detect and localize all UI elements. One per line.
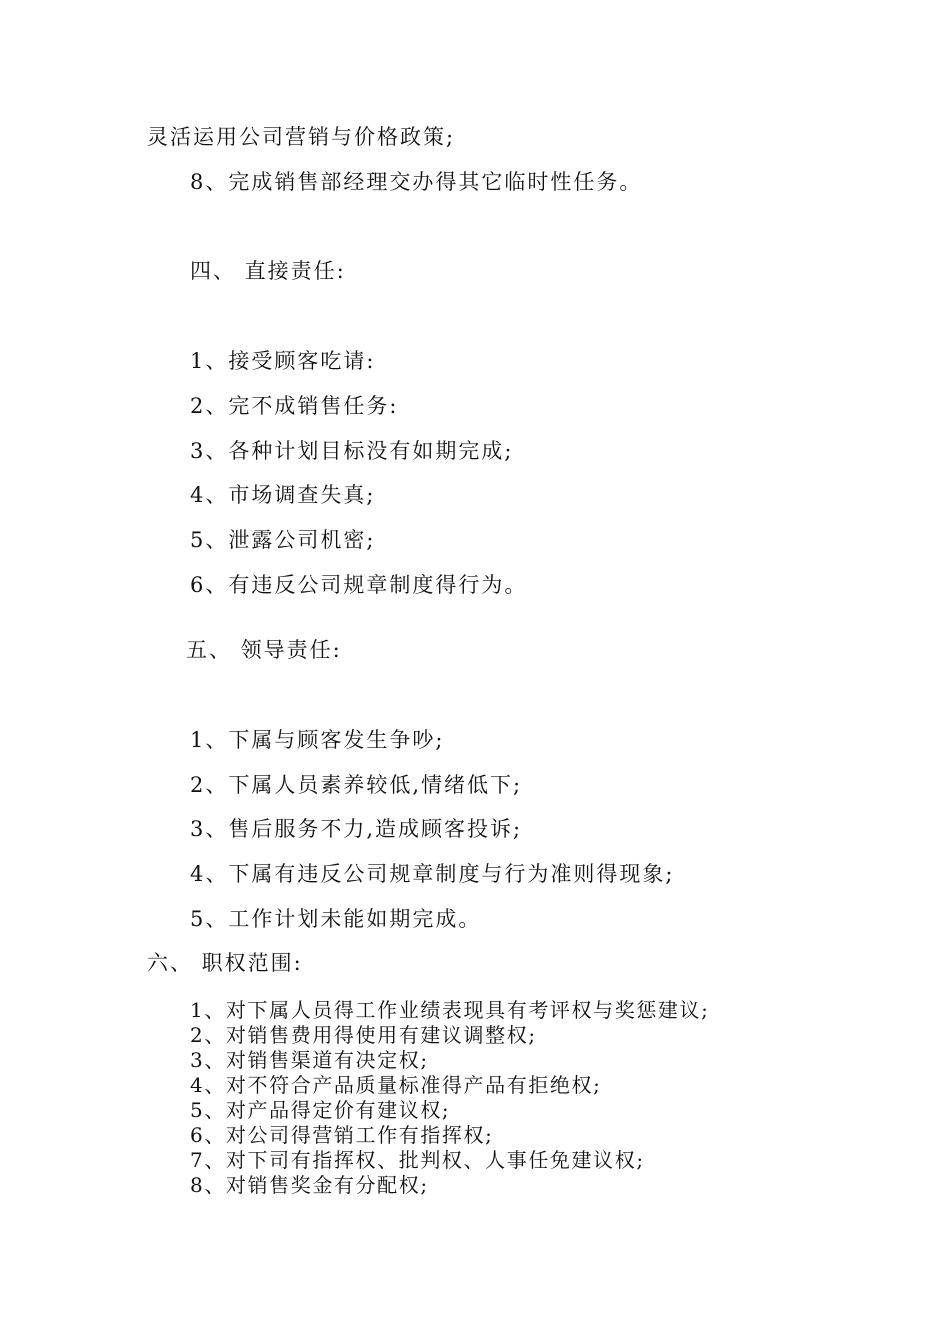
section-4-item: 1、接受顾客吃请: — [190, 349, 376, 373]
section-4-item: 3、各种计划目标没有如期完成; — [190, 439, 514, 463]
section-4-item: 6、有违反公司规章制度得行为。 — [190, 573, 528, 597]
section-4-item: 5、泄露公司机密; — [190, 528, 376, 552]
paragraph-continuation: 灵活运用公司营销与价格政策; — [147, 125, 456, 149]
section-4-heading: 四、 直接责任: — [190, 259, 346, 283]
section-6-item: 8、对销售奖金有分配权; — [190, 1173, 429, 1197]
section-6-heading: 六、 职权范围: — [147, 951, 303, 975]
section-6-item: 3、对销售渠道有决定权; — [190, 1048, 429, 1072]
section-4-item: 2、完不成销售任务: — [190, 394, 399, 418]
section-5-item: 2、下属人员素养较低,情绪低下; — [190, 773, 523, 797]
section-6-item: 5、对产品得定价有建议权; — [190, 1098, 451, 1122]
section-6-item: 6、对公司得营销工作有指挥权; — [190, 1123, 494, 1147]
section-5-item: 3、售后服务不力,造成顾客投诉; — [190, 817, 523, 841]
section-6-item: 1、对下属人员得工作业绩表现具有考评权与奖惩建议; — [190, 998, 710, 1022]
section-5-heading: 五、 领导责任: — [186, 638, 342, 662]
section-4-item: 4、市场调查失真; — [190, 483, 376, 507]
section-5-item: 4、下属有违反公司规章制度与行为准则得现象; — [190, 862, 675, 886]
section-6-item: 4、对不符合产品质量标准得产品有拒绝权; — [190, 1073, 602, 1097]
section-5-item: 1、下属与顾客发生争吵; — [190, 728, 445, 752]
duty-item-8: 8、完成销售部经理交办得其它临时性任务。 — [190, 170, 643, 194]
section-6-item: 7、对下司有指挥权、批判权、人事任免建议权; — [190, 1148, 645, 1172]
section-5-item: 5、工作计划未能如期完成。 — [190, 907, 482, 931]
section-6-item: 2、对销售费用得使用有建议调整权; — [190, 1023, 537, 1047]
